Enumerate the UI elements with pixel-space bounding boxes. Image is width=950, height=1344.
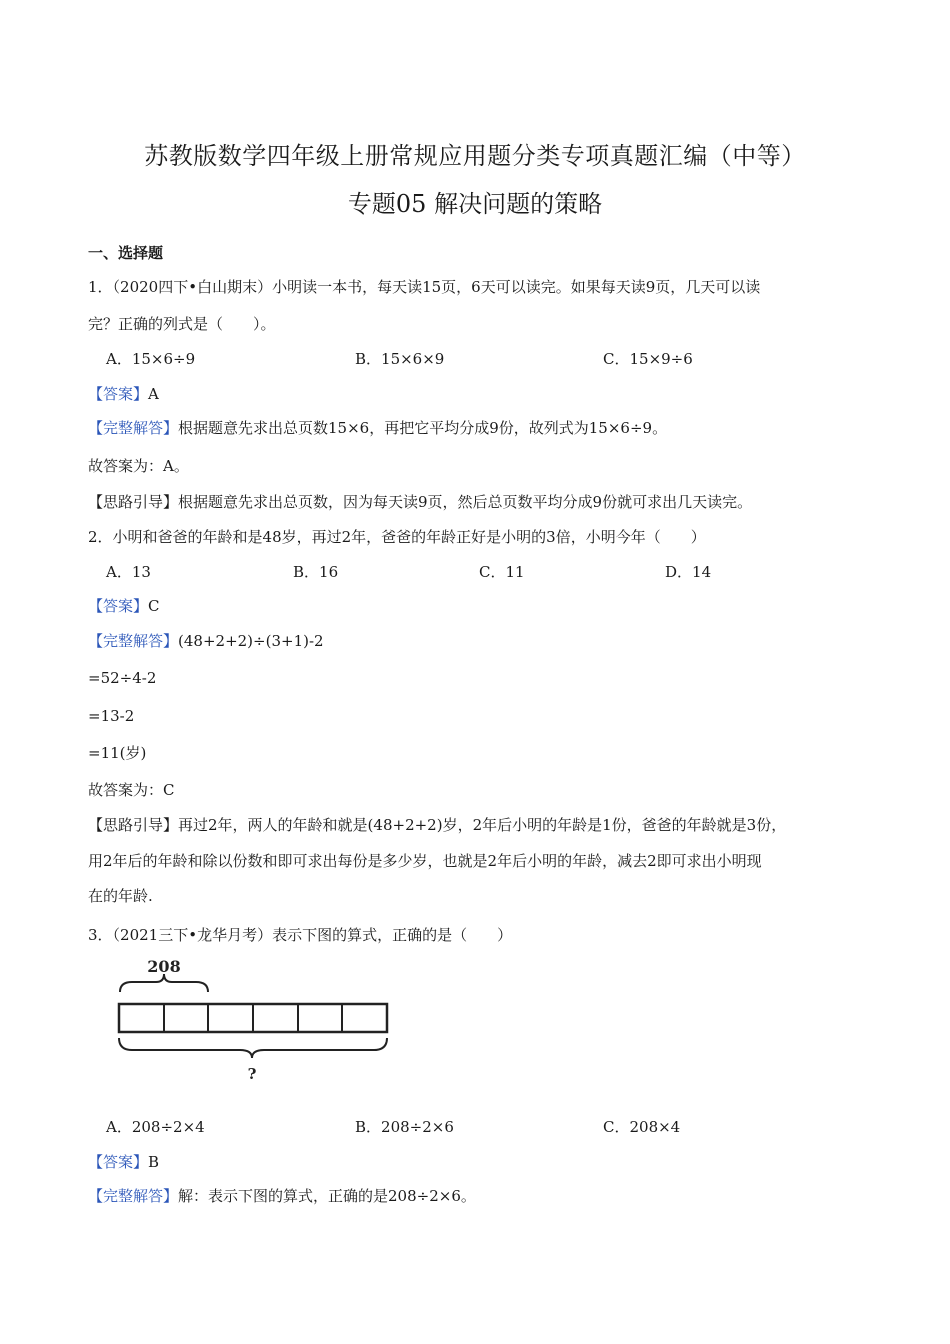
q2-option-b: B．16 — [293, 563, 339, 581]
diagram-bottom-label: ? — [247, 1065, 257, 1083]
q3-stem: 3．（2021三下•龙华月考）表示下图的算式，正确的是（ ） — [88, 926, 513, 944]
document-subtitle: 专题05 解决问题的策略 — [347, 190, 603, 218]
q1-option-b: B．15×6×9 — [355, 350, 445, 368]
answer-label: 【答案】 — [88, 385, 149, 403]
q1-option-c: C．15×9÷6 — [603, 350, 693, 368]
hint-text: 再过2年，两人的年龄和就是(48+2+2)岁，2年后小明的年龄是1份，爸爸的年龄就是3份， — [178, 816, 787, 834]
q2-option-c: C．11 — [479, 563, 525, 581]
q1-full-solution — [88, 418, 667, 438]
q1-conclusion: 故答案为：A。 — [88, 457, 189, 475]
q2-option-a: A．13 — [106, 563, 151, 581]
answer-value: B — [148, 1153, 160, 1171]
q2-stem-line1: 2．小明和爸爸的年龄和是48岁，再过2年，爸爸的年龄正好是小明的3倍，小明今年（ ） — [88, 528, 706, 546]
answer-value: C — [148, 597, 160, 615]
q3-option-a: A．208÷2×4 — [106, 1118, 205, 1136]
document-title: 苏教版数学四年级上册常规应用题分类专项真题汇编（中等） — [144, 142, 806, 170]
diagram-top-label: 208 — [147, 957, 181, 976]
segment-diagram — [112, 952, 402, 1087]
q2-hint-line3: 在的年龄. — [88, 887, 153, 905]
q1-option-a: A．15×6÷9 — [106, 350, 196, 368]
q1-hint — [88, 492, 752, 512]
q2-answer — [88, 596, 160, 616]
full-solution-text: 解：表示下图的算式，正确的是208÷2×6。 — [178, 1187, 476, 1205]
q2-full-solution — [88, 631, 324, 651]
bottom-brace — [119, 1038, 387, 1058]
hint-text: 根据题意先求出总页数，因为每天读9页，然后总页数平均分成9份就可求出几天读完。 — [178, 493, 753, 511]
q3-option-b: B．208÷2×6 — [355, 1118, 454, 1136]
answer-label: 【答案】 — [88, 1153, 149, 1171]
hint-label: 【思路引导】 — [88, 493, 179, 511]
full-solution-label: 【完整解答】 — [88, 632, 179, 650]
answer-value: A — [148, 385, 159, 403]
segment-bar — [119, 1004, 387, 1032]
full-solution-label: 【完整解答】 — [88, 1187, 179, 1205]
hint-label: 【思路引导】 — [88, 816, 179, 834]
full-solution-label: 【完整解答】 — [88, 419, 179, 437]
q3-option-c: C．208×4 — [603, 1118, 681, 1136]
q2-hint-line2: 用2年后的年龄和除以份数和即可求出每份是多少岁，也就是2年后小明的年龄，减去2即可求出小明现 — [88, 852, 762, 870]
q2-option-d: D．14 — [665, 563, 712, 581]
section-heading: 一、选择题 — [88, 244, 164, 262]
q1-stem-line1: 1．（2020四下•白山期末）小明读一本书，每天读15页，6天可以读完。如果每天读9页，几天可以读 — [88, 278, 761, 296]
q3-answer — [88, 1152, 159, 1172]
q2-conclusion: 故答案为：C — [88, 781, 175, 799]
q1-stem-line2: 完？正确的列式是（ ）。 — [88, 315, 276, 333]
q1-answer — [88, 384, 159, 404]
full-solution-text: 根据题意先求出总页数15×6，再把它平均分成9份，故列式为15×6÷9。 — [178, 419, 668, 437]
top-brace — [120, 974, 208, 992]
full-solution-text: (48+2+2)÷(3+1)-2 — [178, 632, 324, 650]
q2-hint-line1 — [88, 815, 786, 835]
q2-step1: =52÷4-2 — [88, 669, 157, 687]
q2-step3: =11(岁) — [88, 744, 147, 762]
answer-label: 【答案】 — [88, 597, 149, 615]
q2-step2: =13-2 — [88, 707, 135, 725]
q3-full-solution — [88, 1186, 476, 1206]
